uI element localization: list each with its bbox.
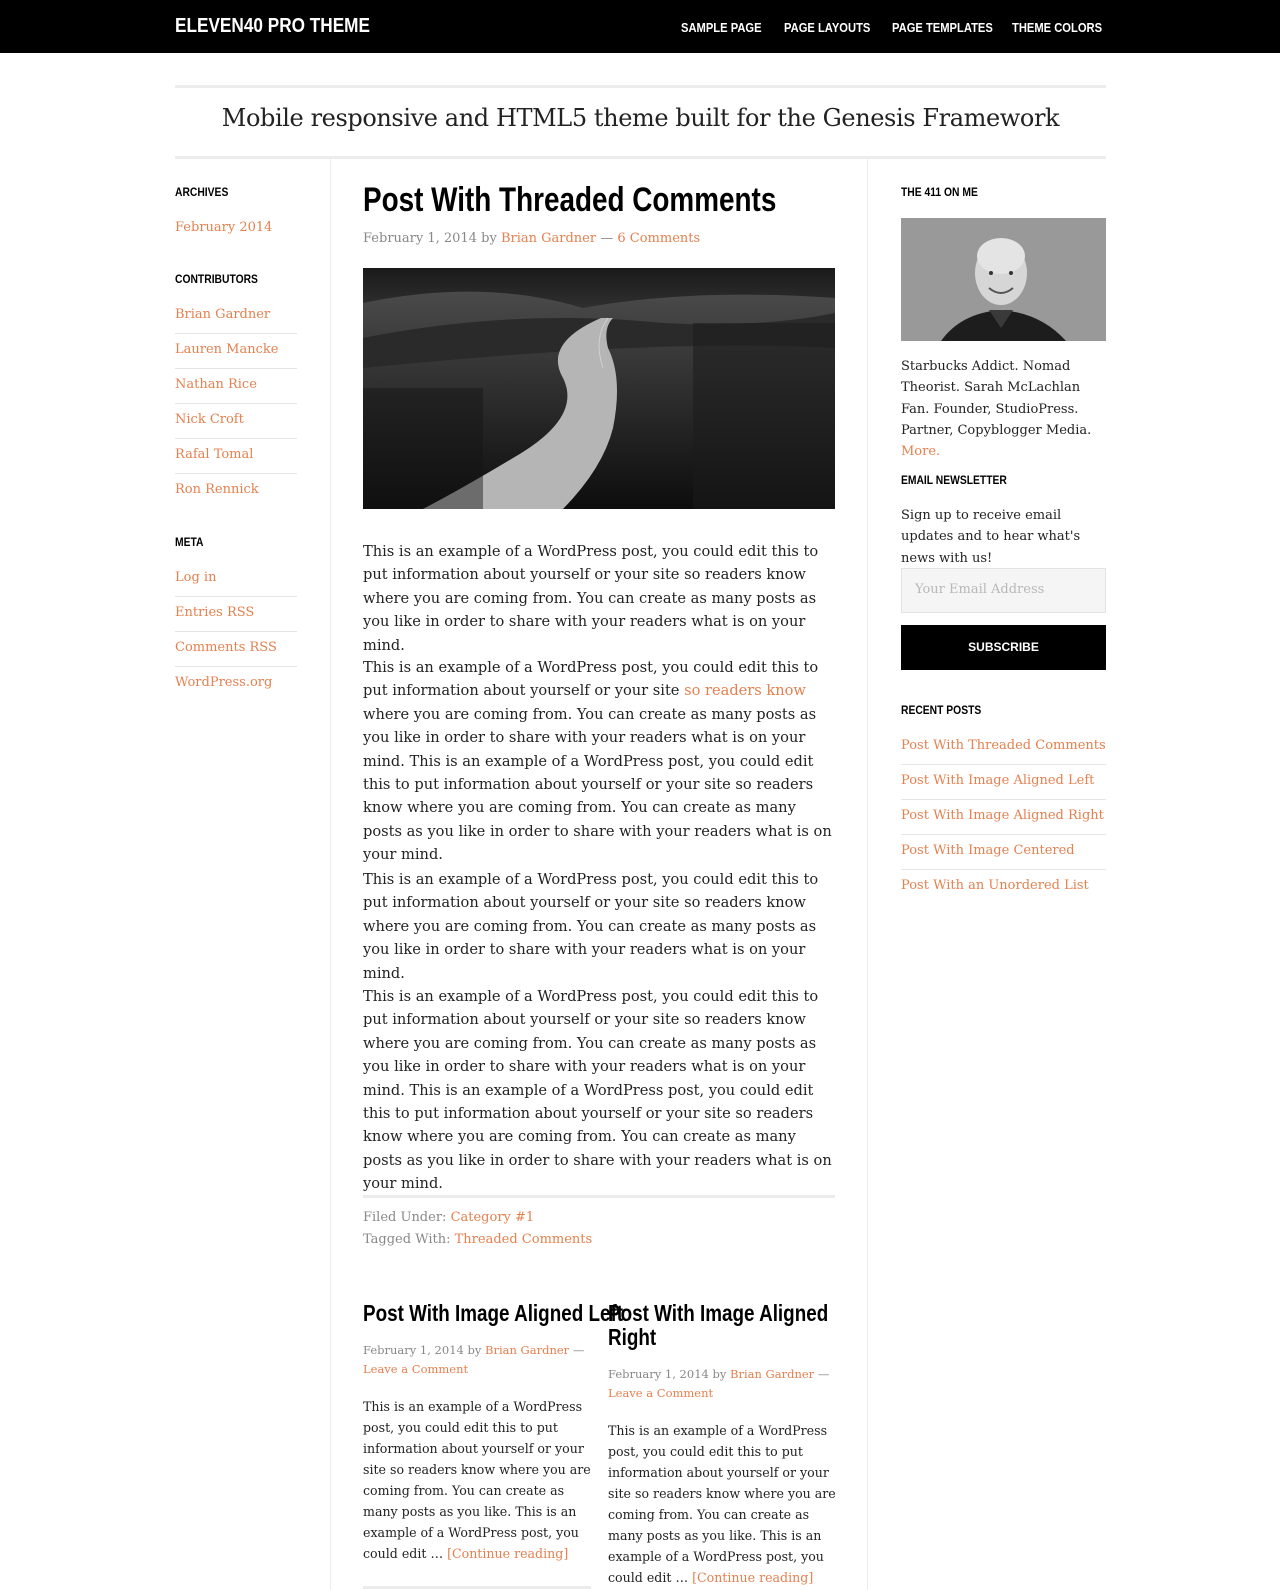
site-header [0,0,1280,53]
post-by: by [481,231,497,246]
teaser-title[interactable]: Post With Image Aligned [608,1300,829,1326]
divider [175,666,297,667]
email-input[interactable]: Your Email Address [901,568,1106,613]
teaser-excerpt-text: This is an example of a WordPress post, you could edit this to put information about yourself or your site so readers know where you are coming from. You can create as many posts as you like. This is an example of a WordPress post, you could edit … [363,1399,591,1561]
post-tags [363,1232,592,1247]
divider [175,438,297,439]
meta-separator: — [572,1343,585,1357]
meta-separator: — [817,1367,830,1381]
recent-post-link[interactable]: Post With Image Aligned Left [901,773,1095,788]
divider [901,799,1106,800]
featured-image [363,268,835,509]
teaser-excerpt [363,1396,595,1564]
post-date: February 1, 2014 [363,231,477,246]
teaser-comment-link[interactable]: a Comment [646,1386,714,1400]
recent-post-link[interactable]: Post With Image Centered [901,843,1075,858]
archives-title: ARCHIVES [175,185,229,199]
nav-sample-page[interactable]: SAMPLE PAGE [681,20,762,35]
teaser-title[interactable]: Post With Image Aligned Left [363,1300,624,1326]
teaser-excerpt-text: This is an example of a WordPress post, you could edit this to put information about yourself or your site so readers know where you are coming from. You can create as many posts as you like. This is an example of a WordPress post, you could edit … [608,1423,836,1585]
post-comments-link[interactable]: 6 Comments [617,231,701,246]
post-paragraph-text: This is an example of a WordPress post, you could edit this to put information about yourself or your site [363,659,819,700]
recent-post-link[interactable]: Post With an Unordered List [901,878,1089,893]
post-paragraph: This is an example of a WordPress post, you could edit this to put information about yourself or your site so readers know where you are coming from. You can create as many posts as you like in order to share with your readers what is on your mind. [363,871,819,982]
author-avatar [901,218,1106,341]
post-paragraph-text: where you are coming from. You can create as many posts as you like in order to share with your readers what is on your mind. This is an example of a WordPress post, you could edit this to put information about yourself or your site so readers know where you are coming from. You can create as many posts as you like in order to share with your readers what is on your mind. [363,705,832,864]
teaser-title[interactable]: Right [608,1324,657,1350]
post-author-link[interactable]: Brian Gardner [500,231,597,246]
teaser-meta [608,1365,843,1403]
about-title: THE 411 ON ME [901,185,978,199]
meta-link-login[interactable]: Log in [175,570,217,585]
divider [175,85,1106,88]
post-paragraph [363,656,835,867]
contributor-link[interactable]: Ron Rennick [175,482,259,497]
nav-page-layouts[interactable]: PAGE LAYOUTS [784,20,871,35]
continue-reading-link[interactable]: [Continue reading] [447,1546,569,1561]
meta-link-wordpress-org[interactable]: WordPress.org [175,675,273,690]
teaser-date: February 1, 2014 [363,1343,464,1357]
nav-page-templates[interactable]: PAGE TEMPLATES [892,20,993,35]
divider [175,403,297,404]
divider [363,1586,591,1589]
post-meta [363,231,700,246]
inline-link[interactable]: so readers know [684,682,806,700]
contributor-link[interactable]: Rafal Tomal [175,447,254,462]
teaser-author-link[interactable]: Brian Gardner [730,1367,815,1381]
meta-link-comments-rss[interactable]: Comments RSS [175,640,277,655]
category-link[interactable]: Category #1 [450,1210,535,1225]
post-title[interactable]: Post With Threaded Comments [363,181,777,219]
contributor-link[interactable]: Brian Gardner [175,307,271,322]
divider [175,473,297,474]
contributors-title: CONTRIBUTORS [175,272,258,286]
teaser-author-link[interactable]: Brian Gardner [485,1343,570,1357]
teaser-excerpt [608,1420,840,1588]
tag-link[interactable]: Threaded Comments [454,1232,593,1247]
contributor-link[interactable]: Nick Croft [175,412,244,427]
teaser-date: February 1, 2014 [608,1367,709,1381]
about-more-link[interactable]: More. [901,444,941,460]
continue-reading-link[interactable]: [Continue reading] [692,1570,814,1585]
divider [901,869,1106,870]
author-bio-text: Starbucks Addict. Nomad Theorist. Sarah McLachlan Fan. Founder, StudioPress. Partner, Copyblogger Media. [901,359,1092,438]
divider [363,1195,835,1198]
teaser-meta [363,1341,598,1379]
site-description: Mobile responsive and HTML5 theme built for the Genesis Framework [221,104,1060,132]
post-paragraph: This is an example of a WordPress post, you could edit this to put information about yourself or your site so readers know where you are coming from. You can create as many posts as you like in order to share with your readers what is on your mind. [363,543,819,654]
post-categories [363,1210,534,1225]
column-divider [867,158,868,1590]
teaser-by: by [467,1343,482,1357]
divider [175,596,297,597]
site-title[interactable]: ELEVEN40 PRO THEME [175,15,370,37]
archive-link-february-2014[interactable]: February 2014 [175,220,273,235]
contributor-link[interactable]: Lauren Mancke [175,342,279,357]
divider [175,333,297,334]
subscribe-button[interactable]: SUBSCRIBE [901,625,1106,670]
nav-theme-colors[interactable]: THEME COLORS [1012,20,1103,35]
teaser-comment-link[interactable]: a Comment [401,1362,469,1376]
divider [175,368,297,369]
divider [175,156,1106,159]
meta-title: META [175,535,204,549]
divider [901,764,1106,765]
teaser-by: by [712,1367,727,1381]
tagged-with-label: Tagged With: [363,1232,451,1247]
author-bio [901,356,1111,462]
recent-post-link[interactable]: Post With Image Aligned Right [901,808,1104,823]
divider [175,631,297,632]
divider [901,834,1106,835]
recent-post-link[interactable]: Post With Threaded Comments [901,738,1106,753]
recent-posts-title: RECENT POSTS [901,703,982,717]
newsletter-title: EMAIL NEWSLETTER [901,473,1007,487]
meta-separator: — [600,231,614,246]
meta-link-entries-rss[interactable]: Entries RSS [175,605,255,620]
teaser-comment-link[interactable]: Leave [608,1386,643,1400]
teaser-comment-link[interactable]: Leave [363,1362,398,1376]
filed-under-label: Filed Under: [363,1210,447,1225]
contributor-link[interactable]: Nathan Rice [175,377,257,392]
newsletter-text: Sign up to receive email updates and to hear what's news with us! [901,508,1081,566]
post-paragraph: This is an example of a WordPress post, you could edit this to put information about yourself or your site so readers know where you are coming from. You can create as many posts as you like in order to share with your readers what is on your mind. This is an example of a WordPress post, you could edit this to put information about yourself or your site so readers know where you are coming from. You can create as many posts as you like in order to share with your readers what is on your mind. [363,988,832,1193]
column-divider [330,158,331,1590]
